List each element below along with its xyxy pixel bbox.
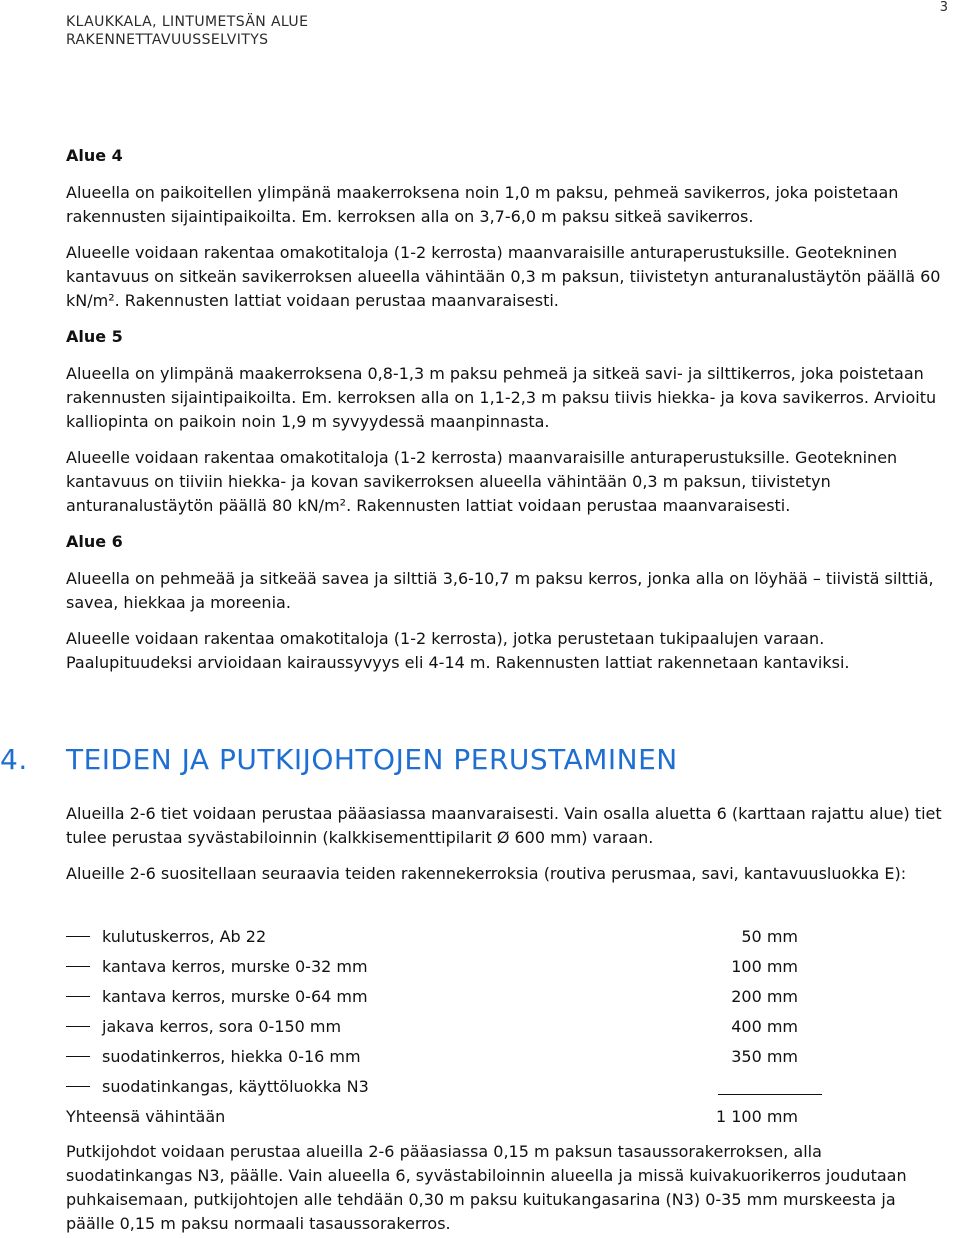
layer-name: suodatinkerros, hiekka 0-16 mm	[102, 1047, 361, 1066]
layer-item	[66, 1042, 946, 1072]
layer-item	[66, 922, 946, 952]
alue6-paragraph-2: Alueelle voidaan rakentaa omakotitaloja (1-2 kerrosta), jotka perustetaan tukipaalujen varaan. Paalupituudeksi arvioidaan kairaussyvyys eli 4-14 m. Rakennusten lattiat rakennetaan kantaviksi.	[66, 629, 850, 672]
layer-name: kantava kerros, murske 0-64 mm	[102, 987, 368, 1006]
alue6-heading: Alue 6	[66, 532, 123, 551]
alue4-paragraph-1: Alueella on paikoitellen ylimpänä maakerroksena noin 1,0 m paksu, pehmeä savikerros, joka poistetaan rakennusten sijaintipaikoilta. Em. kerroksen alla on 3,7-6,0 m paksu sitkeä savikerros.	[66, 183, 899, 226]
section-number: 4.	[0, 743, 28, 776]
total-label: Yhteensä vähintään	[66, 1107, 226, 1126]
pipeline-section	[66, 1140, 946, 1236]
layer-item	[66, 1072, 946, 1102]
layer-name: kulutuskerros, Ab 22	[102, 927, 267, 946]
layer-thickness: 50 mm	[741, 927, 798, 946]
road-layer-list	[66, 922, 946, 1132]
dash-bullet	[66, 966, 90, 967]
section-title: TEIDEN JA PUTKIJOHTOJEN PERUSTAMINEN	[66, 743, 678, 776]
section4-paragraph-2: Alueille 2-6 suositellaan seuraavia teiden rakennekerroksia (routiva perusmaa, savi, kantavuusluokka E):	[66, 864, 907, 883]
page-number: 3	[939, 0, 948, 15]
dash-bullet	[66, 996, 90, 997]
layer-thickness: 200 mm	[731, 987, 798, 1006]
section-4-heading	[0, 742, 678, 778]
dash-bullet	[66, 1026, 90, 1027]
layer-total-row	[66, 1102, 946, 1132]
total-value: 1 100 mm	[715, 1107, 798, 1126]
layer-name: kantava kerros, murske 0-32 mm	[102, 957, 368, 976]
alue5-paragraph-1: Alueella on ylimpänä maakerroksena 0,8-1,3 m paksu pehmeä ja sitkeä savi- ja silttikerros, joka poistetaan rakennusten sijaintipaikoilta. Em. kerroksen alla on 1,1-2,3 m paksu tiivis hiekka- ja kova savikerros. Arvioitu kalliopinta on paikoin noin 1,9 m syvyydessä maanpinnasta.	[66, 364, 937, 431]
dash-bullet	[66, 1086, 90, 1087]
dash-bullet	[66, 1056, 90, 1057]
section4-paragraph-1: Alueilla 2-6 tiet voidaan perustaa pääasiassa maanvaraisesti. Vain osalla aluetta 6 (karttaan rajattu alue) tiet tulee perustaa syvästabiloinnin (kalkkisementtipilarit Ø 600 mm) varaan.	[66, 804, 942, 847]
alue4-heading: Alue 4	[66, 146, 123, 165]
alue5-paragraph-2: Alueelle voidaan rakentaa omakotitaloja (1-2 kerrosta) maanvaraisille anturaperustuksille. Geotekninen kantavuus on tiiviin hiekka- ja kovan savikerroksen alueella vähintään 0,3 m paksun, tiivistetyn anturanalustäytön päällä 80 kN/m². Rakennusten lattiat voidaan perustaa maanvaraisesti.	[66, 448, 898, 515]
layer-item	[66, 1012, 946, 1042]
document-body	[0, 144, 946, 1233]
layer-thickness: 100 mm	[731, 957, 798, 976]
section-4-intro	[66, 802, 946, 898]
layer-thickness: 400 mm	[731, 1017, 798, 1036]
layer-item	[66, 982, 946, 1012]
header-report-type: RAKENNETTAVUUSSELVITYS	[66, 32, 269, 48]
layer-item	[66, 952, 946, 982]
dash-bullet	[66, 936, 90, 937]
running-header	[66, 13, 308, 49]
header-project-name: KLAUKKALA, LINTUMETSÄN ALUE	[66, 14, 309, 30]
alue5-heading: Alue 5	[66, 327, 123, 346]
layer-name: suodatinkangas, käyttöluokka N3	[102, 1077, 369, 1096]
alue6-paragraph-1: Alueella on pehmeää ja sitkeää savea ja silttiä 3,6-10,7 m paksu kerros, jonka alla on löyhää – tiivistä silttiä, savea, hiekkaa ja moreenia.	[66, 569, 934, 612]
sum-underline	[718, 1094, 822, 1095]
layer-name: jakava kerros, sora 0-150 mm	[102, 1017, 342, 1036]
layer-thickness: 350 mm	[731, 1047, 798, 1066]
section4-paragraph-3: Putkijohdot voidaan perustaa alueilla 2-6 pääasiassa 0,15 m paksun tasaussorakerroksen, alla suodatinkangas N3, päälle. Vain alueella 6, syvästabiloinnin alueella ja missä kuivakuorikerros joudutaan puhkaisemaan, putkijohtojen alle tehdään 0,30 m paksu kuitukangasarina (N3) 0-35 mm murskeesta ja päälle 0,15 m paksu normaali tasaussorakerros.	[66, 1142, 907, 1233]
alue4-paragraph-2: Alueelle voidaan rakentaa omakotitaloja (1-2 kerrosta) maanvaraisille anturaperustuksille. Geotekninen kantavuus on sitkeän savikerroksen alueella vähintään 0,3 m paksun, tiivistetyn anturanalustäytön päällä 60 kN/m². Rakennusten lattiat voidaan perustaa maanvaraisesti.	[66, 243, 941, 310]
